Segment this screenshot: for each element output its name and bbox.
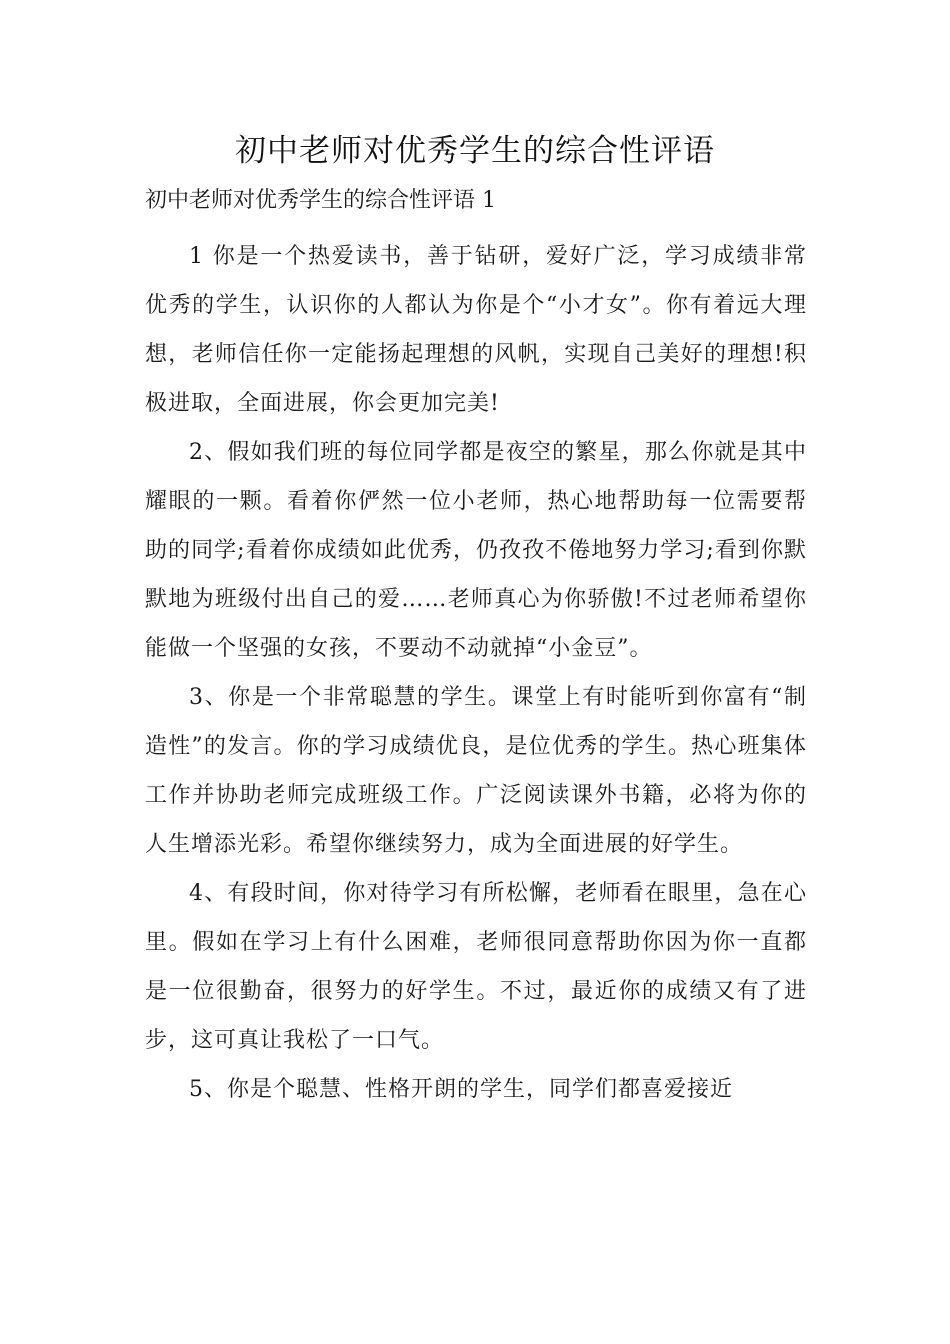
document-body — [145, 232, 807, 1114]
comment-paragraph-4: 4、有段时间，你对待学习有所松懈，老师看在眼里，急在心里。假如在学习上有什么困难，老师很同意帮助你因为你一直都是一位很勤奋，很努力的好学生。不过，最近你的成绩又有了进步，这可真让我松了一口气。 — [145, 881, 807, 1053]
section-heading: 初中老师对优秀学生的综合性评语 1 — [145, 188, 496, 213]
page-title: 初中老师对优秀学生的综合性评语 — [235, 133, 715, 169]
comment-paragraph-5: 5、你是个聪慧、性格开朗的学生，同学们都喜爱接近 — [189, 1077, 733, 1102]
comment-paragraph-3: 3、你是一个非常聪慧的学生。课堂上有时能听到你富有“制造性”的发言。你的学习成绩优良，是位优秀的学生。热心班集体工作并协助老师完成班级工作。广泛阅读课外书籍，必将为你的人生增添光彩。希望你继续努力，成为全面进展的好学生。 — [145, 685, 807, 857]
comment-paragraph-2: 2、假如我们班的每位同学都是夜空的繁星，那么你就是其中耀眼的一颗。看着你俨然一位小老师，热心地帮助每一位需要帮助的同学;看着你成绩如此优秀，仍孜孜不倦地努力学习;看到你默默地为班级付出自己的爱……老师真心为你骄傲!不过老师希望你能做一个坚强的女孩，不要动不动就掉“小金豆”。 — [145, 440, 807, 661]
comment-paragraph-1: 1 你是一个热爱读书，善于钻研，爱好广泛，学习成绩非常优秀的学生，认识你的人都认为你是个“小才女”。你有着远大理想，老师信任你一定能扬起理想的风帆，实现自己美好的理想!积极进取，全面进展，你会更加完美! — [145, 244, 807, 416]
